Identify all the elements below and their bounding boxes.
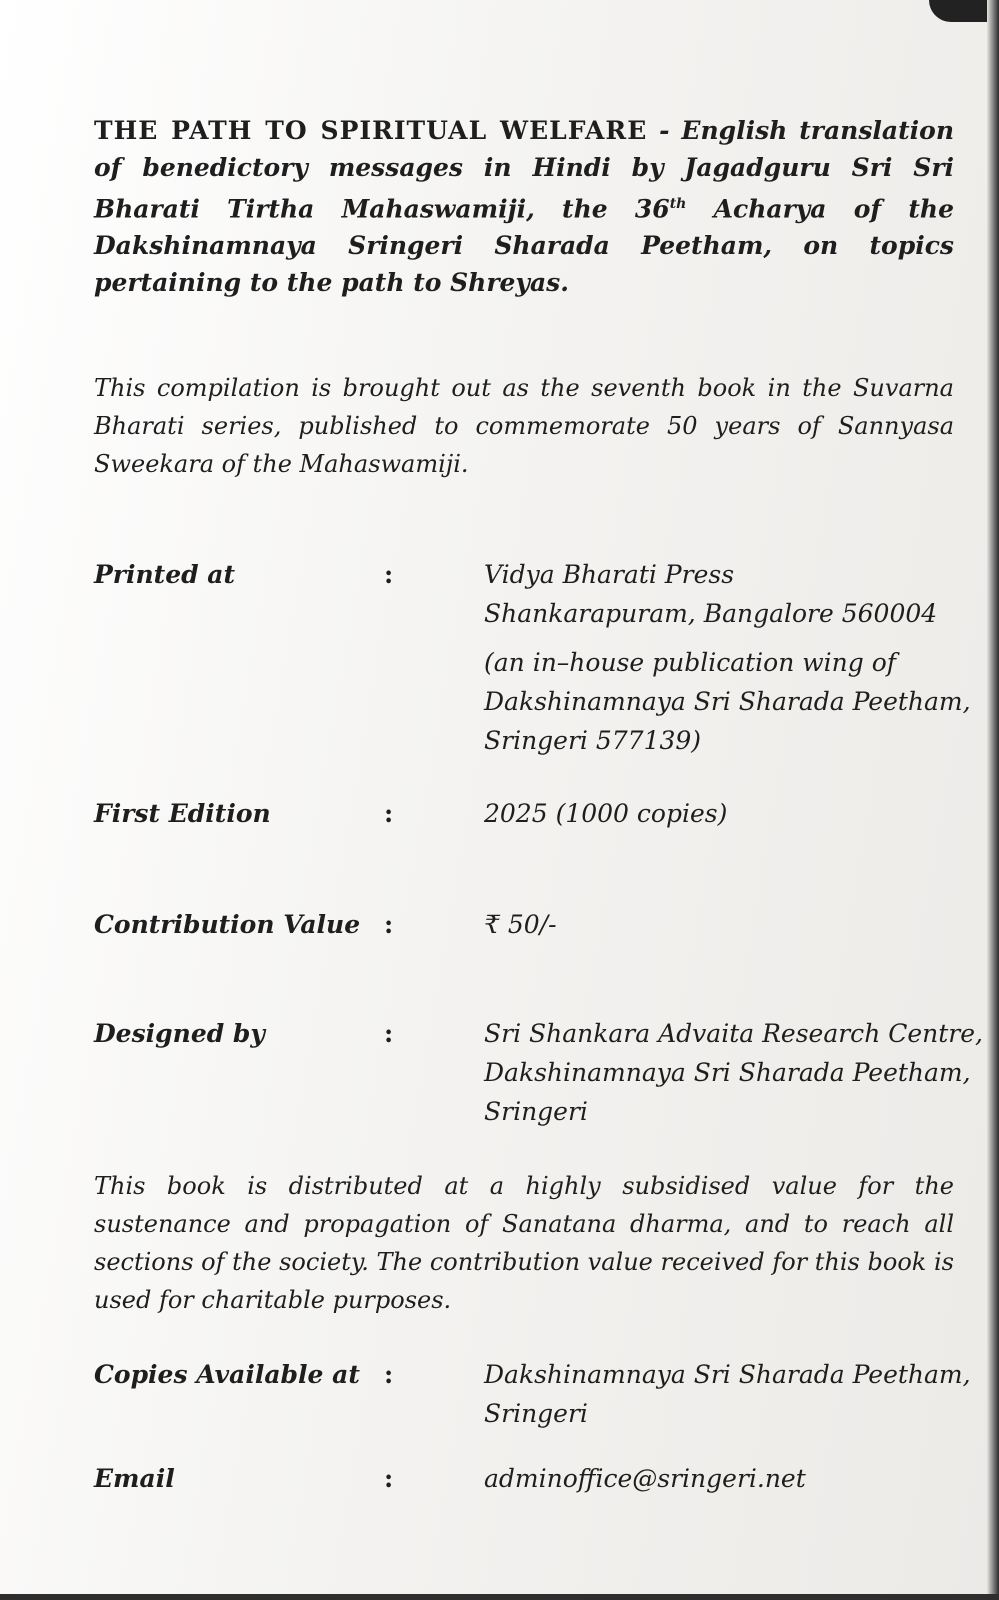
compilation-note: This compilation is brought out as the seventh book in the Suvarna Bharati series, published to commemorate 50 years of Sannyasa Sweekara of the Mahaswamiji. — [94, 374, 954, 479]
separator-colon: : — [384, 1019, 394, 1049]
printed-at-value — [484, 555, 971, 760]
separator-colon: : — [384, 799, 394, 829]
first-edition-value: 2025 (1000 copies) — [484, 799, 728, 829]
designed-by-row — [94, 1014, 983, 1131]
printed-at-label: Printed at — [94, 560, 236, 590]
email-label: Email — [94, 1464, 175, 1494]
contribution-value-row — [94, 905, 954, 944]
copies-available-label: Copies Available at — [94, 1360, 360, 1390]
designed-by-label: Designed by — [94, 1019, 265, 1049]
contribution-value-amount: ₹ 50/- — [484, 910, 557, 940]
printed-at-row — [94, 555, 971, 760]
first-edition-label: First Edition — [94, 799, 271, 829]
superscript-th: th — [669, 196, 687, 212]
copies-available-value — [484, 1355, 971, 1433]
printed-at-line-1: Vidya Bharati Press — [484, 560, 735, 590]
printed-at-note-line-1: (an in–house publication wing of — [484, 648, 897, 678]
intro-description-suffix: Acharya of the Dakshinamnaya Sringeri Sharada Peetham, on topics pertaining to the path to Shreyas. — [94, 194, 954, 298]
intro-description-prefix: English translation of benedictory messages in Hindi by Jagadguru Sri Sri Bharati Tirtha Mahaswamiji, the 36 — [94, 116, 954, 224]
distribution-note: This book is distributed at a highly subsidised value for the sustenance and propagation of Sanatana dharma, and to reach all sections of the society. The contribution value received for this book is used for charitable purposes. — [94, 1172, 954, 1315]
title-dash: - — [659, 116, 682, 145]
designed-by-line-3: Sringeri — [484, 1097, 588, 1127]
contribution-value-label: Contribution Value — [94, 910, 361, 940]
designed-by-line-1: Sri Shankara Advaita Research Centre, — [484, 1019, 983, 1049]
copies-available-line-1: Dakshinamnaya Sri Sharada Peetham, — [484, 1360, 971, 1390]
printed-at-note-line-2: Dakshinamnaya Sri Sharada Peetham, — [484, 687, 971, 717]
page-edge-shadow — [987, 0, 999, 1600]
printed-at-note-line-3: Sringeri 577139) — [484, 726, 702, 756]
book-title: THE PATH TO SPIRITUAL WELFARE — [94, 116, 648, 145]
book-intro — [94, 112, 954, 301]
imprint-page — [94, 112, 983, 1498]
printed-at-line-2: Shankarapuram, Bangalore 560004 — [484, 599, 938, 629]
email-address[interactable]: adminoffice@sringeri.net — [484, 1464, 806, 1494]
email-row — [94, 1459, 954, 1498]
separator-colon: : — [384, 1360, 394, 1390]
copies-available-row — [94, 1355, 971, 1433]
separator-colon: : — [384, 560, 394, 590]
separator-colon: : — [384, 910, 394, 940]
page-bottom-edge — [0, 1594, 999, 1600]
first-edition-row — [94, 794, 954, 833]
copies-available-line-2: Sringeri — [484, 1399, 588, 1429]
separator-colon: : — [384, 1464, 394, 1494]
designed-by-value — [484, 1014, 983, 1131]
designed-by-line-2: Dakshinamnaya Sri Sharada Peetham, — [484, 1058, 971, 1088]
